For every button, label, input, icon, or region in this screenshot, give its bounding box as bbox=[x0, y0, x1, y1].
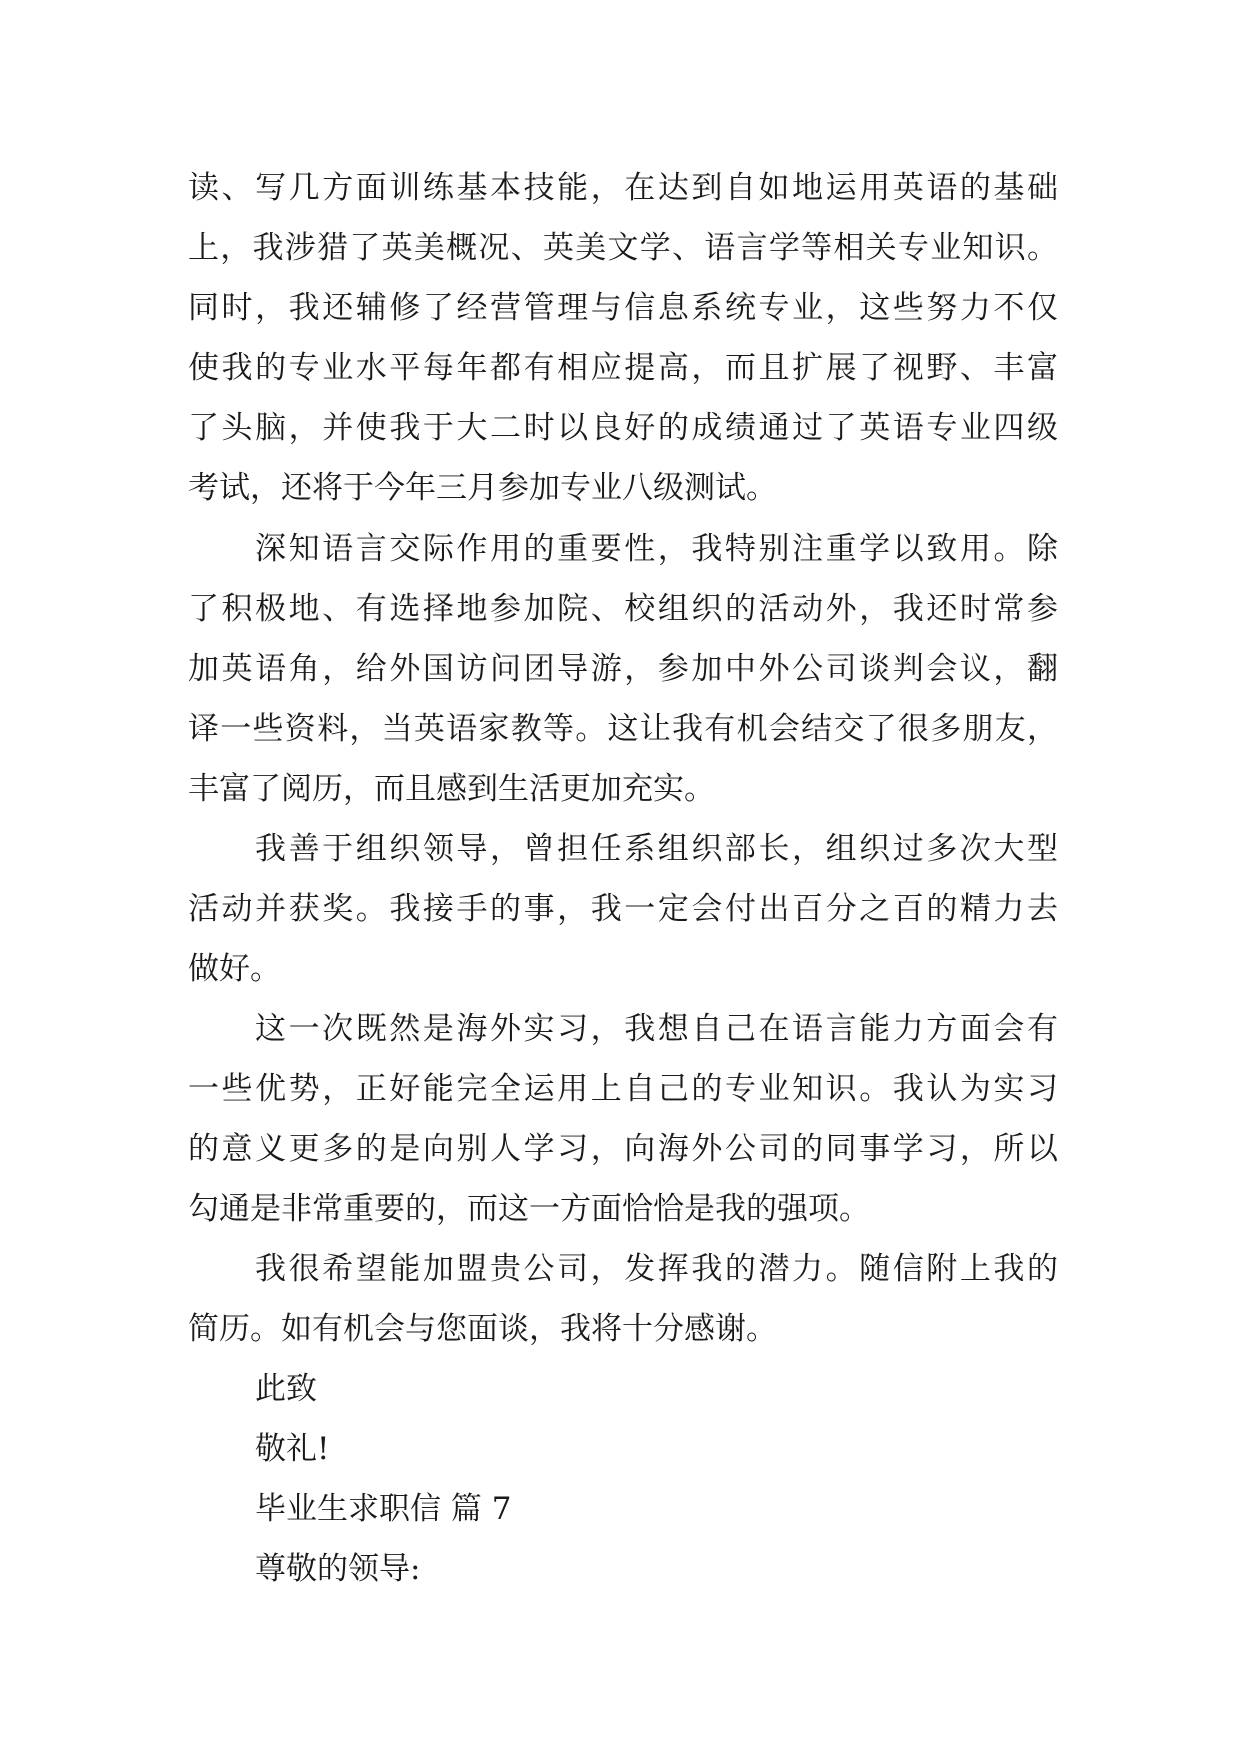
paragraph-line: 活动并获奖。我接手的事，我一定会付出百分之百的精力去 bbox=[188, 891, 1058, 927]
section-heading: 毕业生求职信 篇 7 bbox=[255, 1491, 512, 1527]
paragraph-line: 一些优势，正好能完全运用上自己的专业知识。我认为实习 bbox=[188, 1071, 1058, 1107]
paragraph-line: 读、写几方面训练基本技能，在达到自如地运用英语的基础 bbox=[188, 170, 1058, 206]
paragraph-first-line: 我很希望能加盟贵公司，发挥我的潜力。随信附上我的 bbox=[255, 1251, 1058, 1287]
paragraph-line: 丰富了阅历，而且感到生活更加充实。 bbox=[188, 771, 715, 807]
paragraph-first-line: 深知语言交际作用的重要性，我特别注重学以致用。除 bbox=[255, 531, 1058, 567]
paragraph-line: 译一些资料，当英语家教等。这让我有机会结交了很多朋友， bbox=[188, 711, 1058, 747]
letter-greeting: 尊敬的领导: bbox=[255, 1551, 421, 1587]
paragraph-line: 上，我涉猎了英美概况、英美文学、语言学等相关专业知识。 bbox=[188, 230, 1058, 266]
paragraph-line: 简历。如有机会与您面谈，我将十分感谢。 bbox=[188, 1311, 777, 1347]
paragraph-line: 的意义更多的是向别人学习，向海外公司的同事学习，所以 bbox=[188, 1131, 1058, 1167]
closing-regards: 敬礼! bbox=[255, 1431, 330, 1467]
paragraph-first-line: 我善于组织领导，曾担任系组织部长，组织过多次大型 bbox=[255, 831, 1058, 867]
paragraph-line: 了头脑，并使我于大二时以良好的成绩通过了英语专业四级 bbox=[188, 410, 1058, 446]
paragraph-line: 勾通是非常重要的，而这一方面恰恰是我的强项。 bbox=[188, 1191, 870, 1227]
paragraph-line: 加英语角，给外国访问团导游，参加中外公司谈判会议，翻 bbox=[188, 651, 1058, 687]
paragraph-line: 做好。 bbox=[188, 951, 281, 987]
paragraph-line: 了积极地、有选择地参加院、校组织的活动外，我还时常参 bbox=[188, 591, 1058, 627]
closing-salutation: 此致 bbox=[255, 1371, 317, 1407]
paragraph-line: 同时，我还辅修了经营管理与信息系统专业，这些努力不仅 bbox=[188, 290, 1058, 326]
paragraph-first-line: 这一次既然是海外实习，我想自己在语言能力方面会有 bbox=[255, 1011, 1058, 1047]
paragraph-line: 使我的专业水平每年都有相应提高，而且扩展了视野、丰富 bbox=[188, 350, 1058, 386]
paragraph-line: 考试，还将于今年三月参加专业八级测试。 bbox=[188, 470, 777, 506]
